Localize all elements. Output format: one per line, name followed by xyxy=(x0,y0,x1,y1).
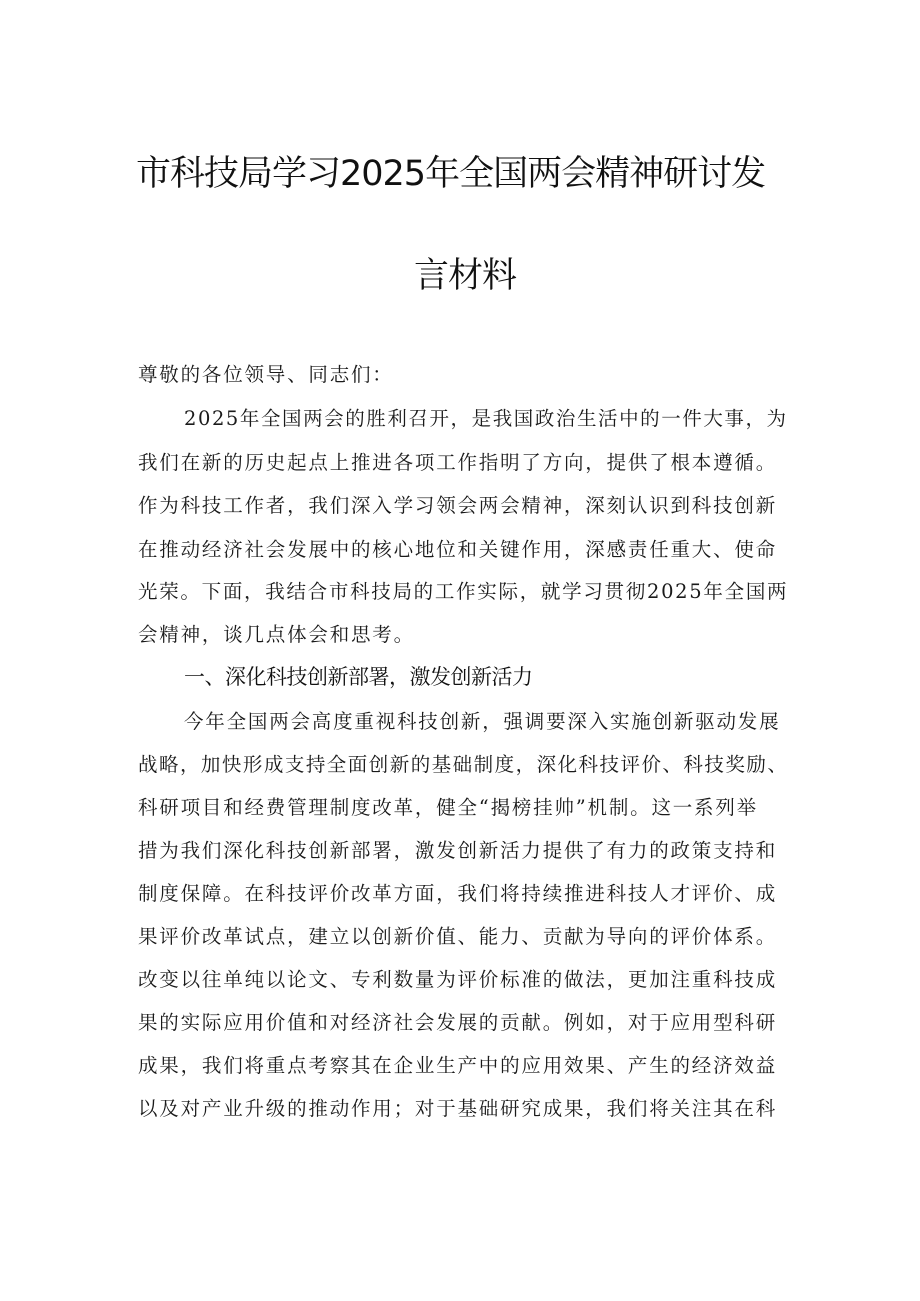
paragraph-1-line: 会精神，谈几点体会和思考。 xyxy=(138,623,415,646)
document-title-line-2: 言材料 xyxy=(414,256,517,296)
paragraph-2-line: 战略，加快形成支持全面创新的基础制度，深化科技评价、科技奖励、 xyxy=(138,753,789,776)
paragraph-2-line: 改变以往单纯以论文、专利数量为评价标准的做法，更加注重科技成 xyxy=(138,968,778,991)
paragraph-2-line: 成果，我们将重点考察其在企业生产中的应用效果、产生的经济效益 xyxy=(138,1054,778,1077)
paragraph-1-line: 作为科技工作者，我们深入学习领会两会精神，深刻认识到科技创新 xyxy=(138,494,778,517)
paragraph-2-line: 果评价改革试点，建立以创新价值、能力、贡献为导向的评价体系。 xyxy=(138,925,778,948)
paragraph-2-line: 果的实际应用价值和对经济社会发展的贡献。例如，对于应用型科研 xyxy=(138,1011,778,1034)
document-title-line-1: 市科技局学习2025年全国两会精神研讨发 xyxy=(136,154,766,194)
paragraph-2-line: 科研项目和经费管理制度改革，健全“揭榜挂帅”机制。这一系列举 xyxy=(138,796,758,819)
paragraph-2-line: 制度保障。在科技评价改革方面，我们将持续推进科技人才评价、成 xyxy=(138,882,778,905)
paragraph-1-line: 我们在新的历史起点上推进各项工作指明了方向，提供了根本遵循。 xyxy=(138,451,778,474)
paragraph-1-line: 在推动经济社会发展中的核心地位和关键作用，深感责任重大、使命 xyxy=(138,538,778,561)
salutation: 尊敬的各位领导、同志们： xyxy=(138,363,394,386)
paragraph-2-line: 措为我们深化科技创新部署，激发创新活力提供了有力的政策支持和 xyxy=(138,839,778,862)
section-1-heading: 一、深化科技创新部署，激发创新活力 xyxy=(184,665,533,689)
paragraph-1-line: 2025年全国两会的胜利召开，是我国政治生活中的一件大事，为 xyxy=(184,407,788,430)
paragraph-1-line: 光荣。下面，我结合市科技局的工作实际，就学习贯彻2025年全国两 xyxy=(138,580,789,603)
paragraph-2-line: 今年全国两会高度重视科技创新，强调要深入实施创新驱动发展 xyxy=(184,710,781,733)
paragraph-2-line: 以及对产业升级的推动作用；对于基础研究成果，我们将关注其在科 xyxy=(138,1097,778,1120)
